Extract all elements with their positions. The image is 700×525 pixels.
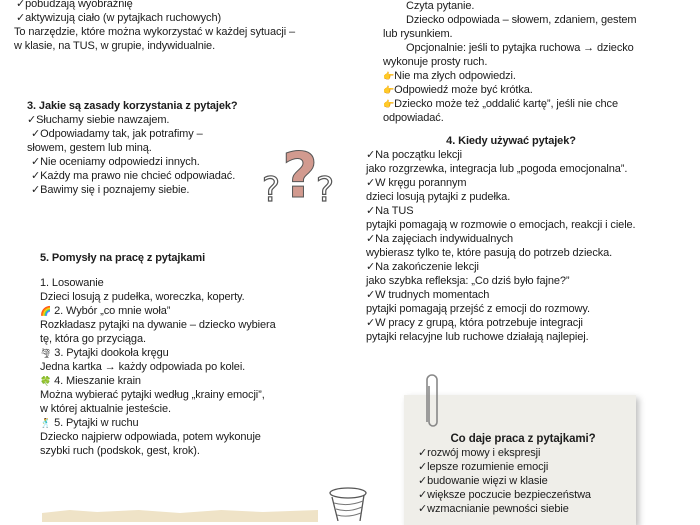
benefit-item: ✓ większe poczucie bezpieczeństwa <box>418 488 628 502</box>
note-item-cont: odpowiadać. <box>383 112 444 124</box>
tornado-icon: 🌪 <box>40 348 52 358</box>
note-item: 👉 Nie ma złych odpowiedzi. <box>383 69 636 83</box>
when-head: ✓ Na TUS <box>366 204 696 218</box>
svg-text:?: ? <box>282 139 318 207</box>
idea-text: Dzieci losują z pudełka, woreczka, koperty. <box>40 291 245 303</box>
idea-head <box>40 304 276 318</box>
section-5 <box>40 251 276 458</box>
idea-title: 4. Mieszanie krain <box>54 375 141 387</box>
svg-text:?: ? <box>316 170 335 207</box>
note-item: 👉 Dziecko może też „oddalić kartę”, jeśli nie chce <box>383 97 636 111</box>
when-head: ✓ W pracy z grupą, która potrzebuje integracji <box>366 316 696 330</box>
step-line: wykonuje prosty ruch. <box>383 56 488 68</box>
intro-item: ✓ pobudzają wyobraźnię <box>14 0 295 11</box>
section-4-title: 4. Kiedy używać pytajek? <box>446 135 576 147</box>
rule-item: ✓ Bawimy się i poznajemy siebie. <box>27 183 238 197</box>
idea-text: tę, która go przyciąga. <box>40 333 146 345</box>
idea-text: szybki ruch (podskok, gest, krok). <box>40 445 200 457</box>
idea-title: 5. Pytajki w ruchu <box>54 417 139 429</box>
when-text: wybierasz tylko te, które pasują do potrzeb dziecka. <box>366 247 613 259</box>
intro-block <box>14 0 295 53</box>
benefit-item: ✓ rozwój mowy i ekspresji <box>418 446 628 460</box>
intro-text: To narzędzie, które można wykorzystać w każdej sytuacji – <box>14 26 296 38</box>
rainbow-icon: 🌈 <box>40 306 52 316</box>
rule-item: ✓ Każdy ma prawo nie chcieć odpowiadać. <box>27 169 238 183</box>
idea-head <box>40 276 276 290</box>
when-head: ✓ Na zajęciach indywidualnych <box>366 232 696 246</box>
note-item: 👉 Odpowiedź może być krótka. <box>383 83 636 97</box>
step-line: Dziecko odpowiada – słowem, zdaniem, gestem <box>406 14 637 26</box>
when-head: ✓ W kręgu porannym <box>366 176 696 190</box>
intro-item: ✓ aktywizują ciało (w pytajkach ruchowych) <box>14 11 295 25</box>
paperclip-icon <box>422 372 442 432</box>
torn-paper-strip <box>42 510 318 522</box>
when-head: ✓ Na początku lekcji <box>366 148 696 162</box>
idea-text: Jedna kartka → każdy odpowiada po kolei. <box>40 361 246 373</box>
benefit-item: ✓ budowanie więzi w klasie <box>418 474 628 488</box>
idea-title: 1. Losowanie <box>40 277 104 289</box>
step-line: Opcjonalnie: jeśli to pytajka ruchowa → dziecko <box>406 42 634 54</box>
benefit-item: ✓ wzmacnianie pewności siebie <box>418 502 628 516</box>
idea-head <box>40 346 276 360</box>
when-text: pytajki pomagają przejść z emocji do rozmowy. <box>366 303 590 315</box>
dancer-icon: 🕺 <box>40 418 52 428</box>
cup-illustration <box>328 487 370 521</box>
section-4 <box>366 134 696 344</box>
question-marks-illustration <box>260 135 340 207</box>
when-text: jako rozgrzewka, integracja lub „pogoda emocjonalna”. <box>366 163 628 175</box>
svg-text:?: ? <box>262 170 281 207</box>
when-text: pytajki relacyjne lub ruchowe działają najlepiej. <box>366 331 589 343</box>
idea-text: w której aktualnie jesteście. <box>40 403 171 415</box>
idea-text: Dziecko najpierw odpowiada, potem wykonuje <box>40 431 261 443</box>
idea-text: Rozkładasz pytajki na dywanie – dziecko wybiera <box>40 319 276 331</box>
benefit-item: ✓ lepsze rozumienie emocji <box>418 460 628 474</box>
step-line: lub rysunkiem. <box>383 28 453 40</box>
idea-title: 3. Pytajki dookoła kręgu <box>54 347 169 359</box>
idea-head <box>40 416 276 430</box>
steps-block <box>383 0 636 125</box>
section-3-title: 3. Jakie są zasady korzystania z pytajek? <box>27 100 238 112</box>
intro-text: w klasie, na TUS, w grupie, indywidualnie. <box>14 40 216 52</box>
rule-item-cont: słowem, gestem lub miną. <box>27 142 152 154</box>
when-text: jako szybka refleksja: „Co dziś było fajne?” <box>366 275 570 287</box>
when-text: dzieci losują pytajki z pudełka. <box>366 191 511 203</box>
rule-item: ✓ Słuchamy siebie nawzajem. <box>27 113 238 127</box>
note-title: Co daje praca z pytajkami? <box>450 433 596 445</box>
when-head: ✓ Na zakończenie lekcji <box>366 260 696 274</box>
idea-title: 2. Wybór „co mnie woła” <box>54 305 171 317</box>
when-text: pytajki pomagają w rozmowie o emocjach, reakcji i ciele. <box>366 219 636 231</box>
idea-text: Można wybierać pytajki według „krainy emocji”, <box>40 389 265 401</box>
rule-item: ✓ Odpowiadamy tak, jak potrafimy – <box>27 127 238 141</box>
section-5-title: 5. Pomysły na pracę z pytajkami <box>40 252 206 264</box>
when-head: ✓ W trudnych momentach <box>366 288 696 302</box>
section-3 <box>27 99 238 197</box>
rule-item: ✓ Nie oceniamy odpowiedzi innych. <box>27 155 238 169</box>
step-line: Czyta pytanie. <box>406 0 475 12</box>
idea-head <box>40 374 276 388</box>
clover-icon: 🍀 <box>40 376 52 386</box>
